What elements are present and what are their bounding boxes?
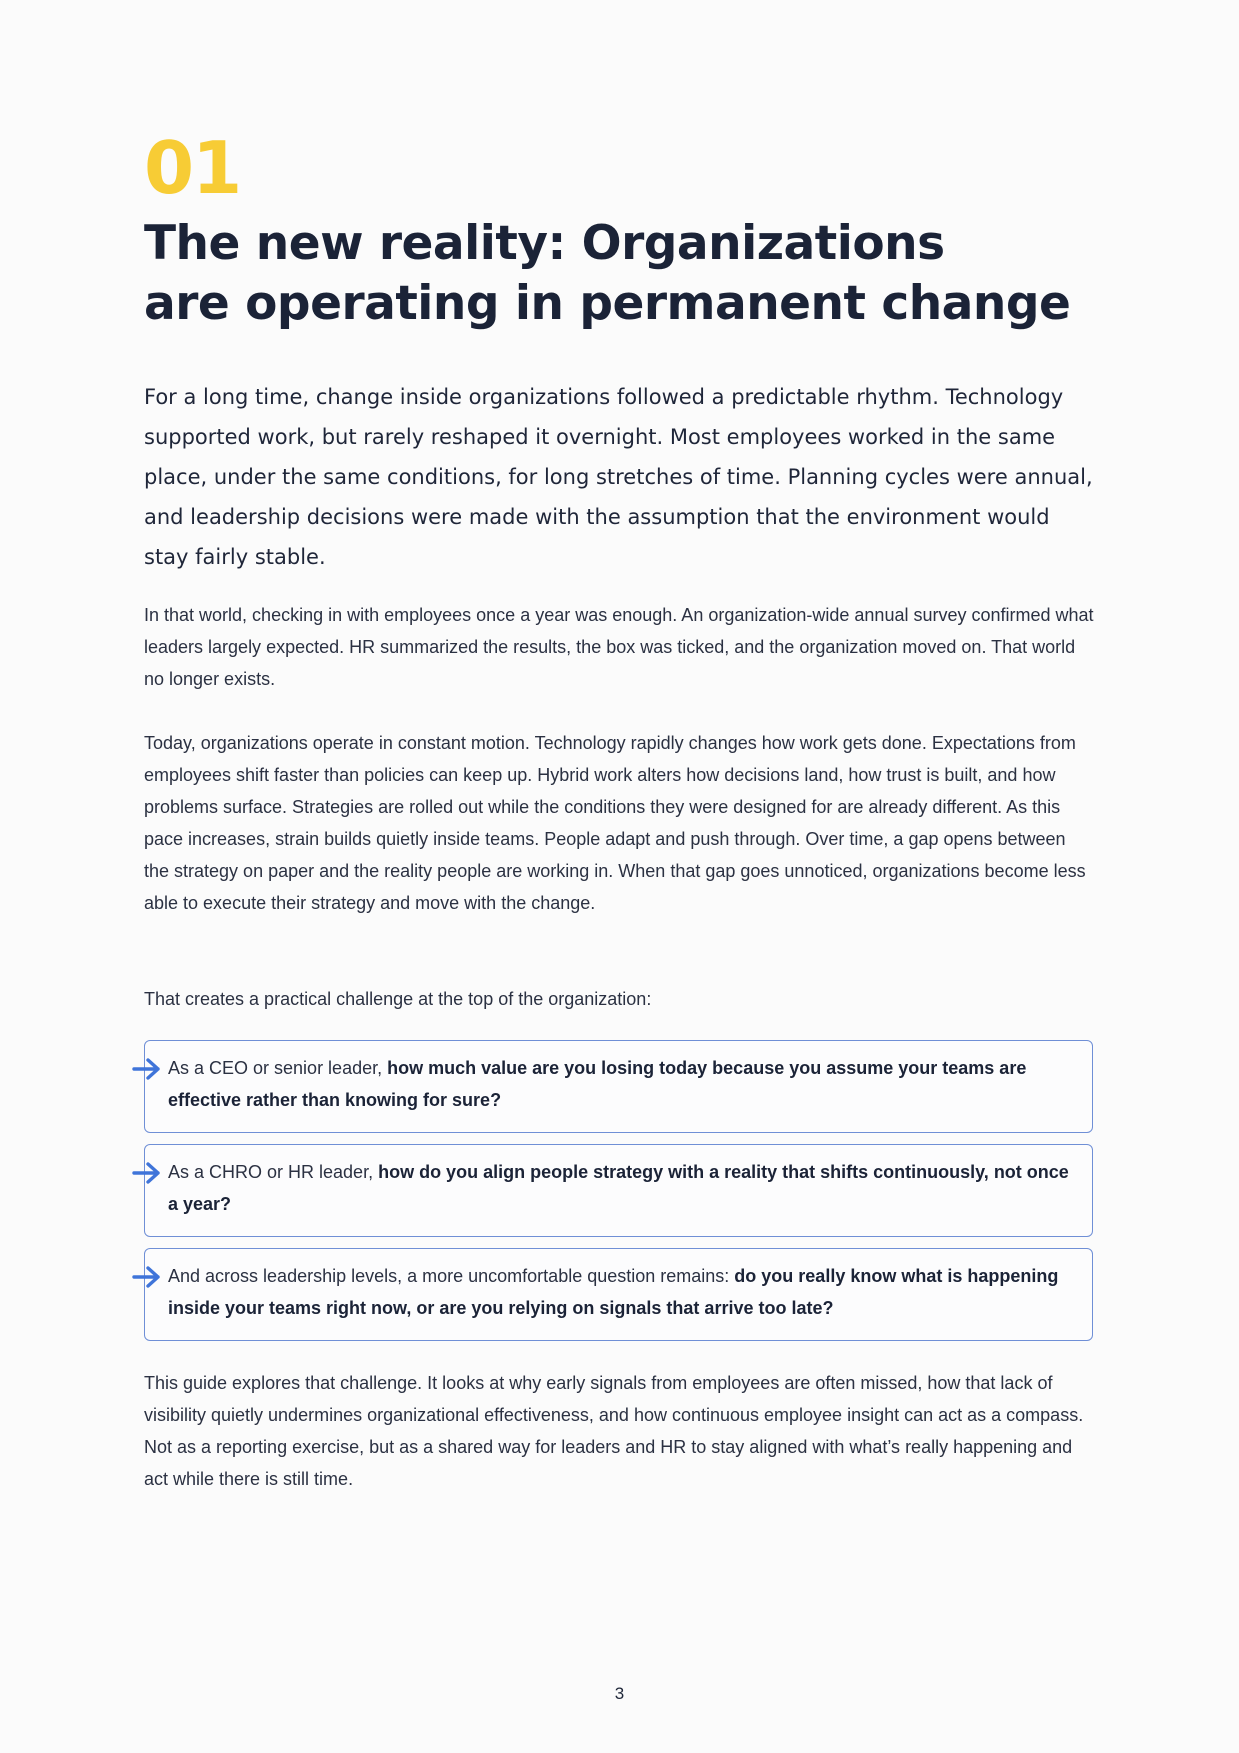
body-paragraph-3: That creates a practical challenge at the top of the organization: (144, 989, 652, 1009)
callout-question-leadership (144, 1248, 1093, 1341)
closing-paragraph: This guide explores that challenge. It looks at why early signals from employees are often missed, how that lack of visibility quietly undermines organizational effectiveness, and how continuous employee insight can act as a compass. Not as a reporting exercise, but as a shared way for leaders and HR to stay aligned with what’s really happening and act while there is still time. (144, 1373, 1084, 1489)
chapter-title-line-2: are operating in permanent change (144, 276, 1071, 331)
callout-text (168, 1052, 1073, 1116)
callout-intro: And across leadership levels, a more uncomfortable question remains: (168, 1266, 735, 1286)
callout-text (168, 1260, 1073, 1324)
chapter-number: 01 (144, 126, 241, 210)
callout-emphasis: how much value are you losing today because you assume your teams are effective rather than knowing for sure? (168, 1058, 1027, 1110)
body-paragraph-1: In that world, checking in with employees once a year was enough. An organization-wide annual survey confirmed what leaders largely expected. HR summarized the results, the box was ticked, and the organization moved on. That world no longer exists. (144, 605, 1094, 689)
callout-emphasis: how do you align people strategy with a reality that shifts continuously, not once a year? (168, 1162, 1069, 1214)
callout-intro: As a CHRO or HR leader, (168, 1162, 379, 1182)
arrow-right-icon (132, 1057, 162, 1081)
arrow-right-icon (132, 1265, 162, 1289)
arrow-right-icon (132, 1161, 162, 1185)
chapter-title-line-1: The new reality: Organizations (144, 216, 945, 271)
callout-emphasis: do you really know what is happening inside your teams right now, or are you relying on signals that arrive too late? (168, 1266, 1059, 1318)
chapter-title (144, 214, 1095, 334)
lead-paragraph: For a long time, change inside organizations followed a predictable rhythm. Technology supported work, but rarely reshaped it overnight. Most employees worked in the same place, under the same conditions, for long stretches of time. Planning cycles were annual, and leadership decisions were made with the assumption that the environment would stay fairly stable. (144, 385, 1093, 569)
callout-question-ceo (144, 1040, 1093, 1133)
callout-intro: As a CEO or senior leader, (168, 1058, 388, 1078)
body-paragraph-2: Today, organizations operate in constant motion. Technology rapidly changes how work gets done. Expectations from employees shift faster than policies can keep up. Hybrid work alters how decisions land, how trust is built, and how problems surface. Strategies are rolled out while the conditions they were designed for are already different. As this pace increases, strain builds quietly inside teams. People adapt and push through. Over time, a gap opens between the strategy on paper and the reality people are working in. When that gap goes unnoticed, organizations become less able to execute their strategy and move with the change. (144, 733, 1086, 913)
callout-text (168, 1156, 1073, 1220)
page-number: 3 (614, 1684, 625, 1703)
callout-question-chro (144, 1144, 1093, 1237)
